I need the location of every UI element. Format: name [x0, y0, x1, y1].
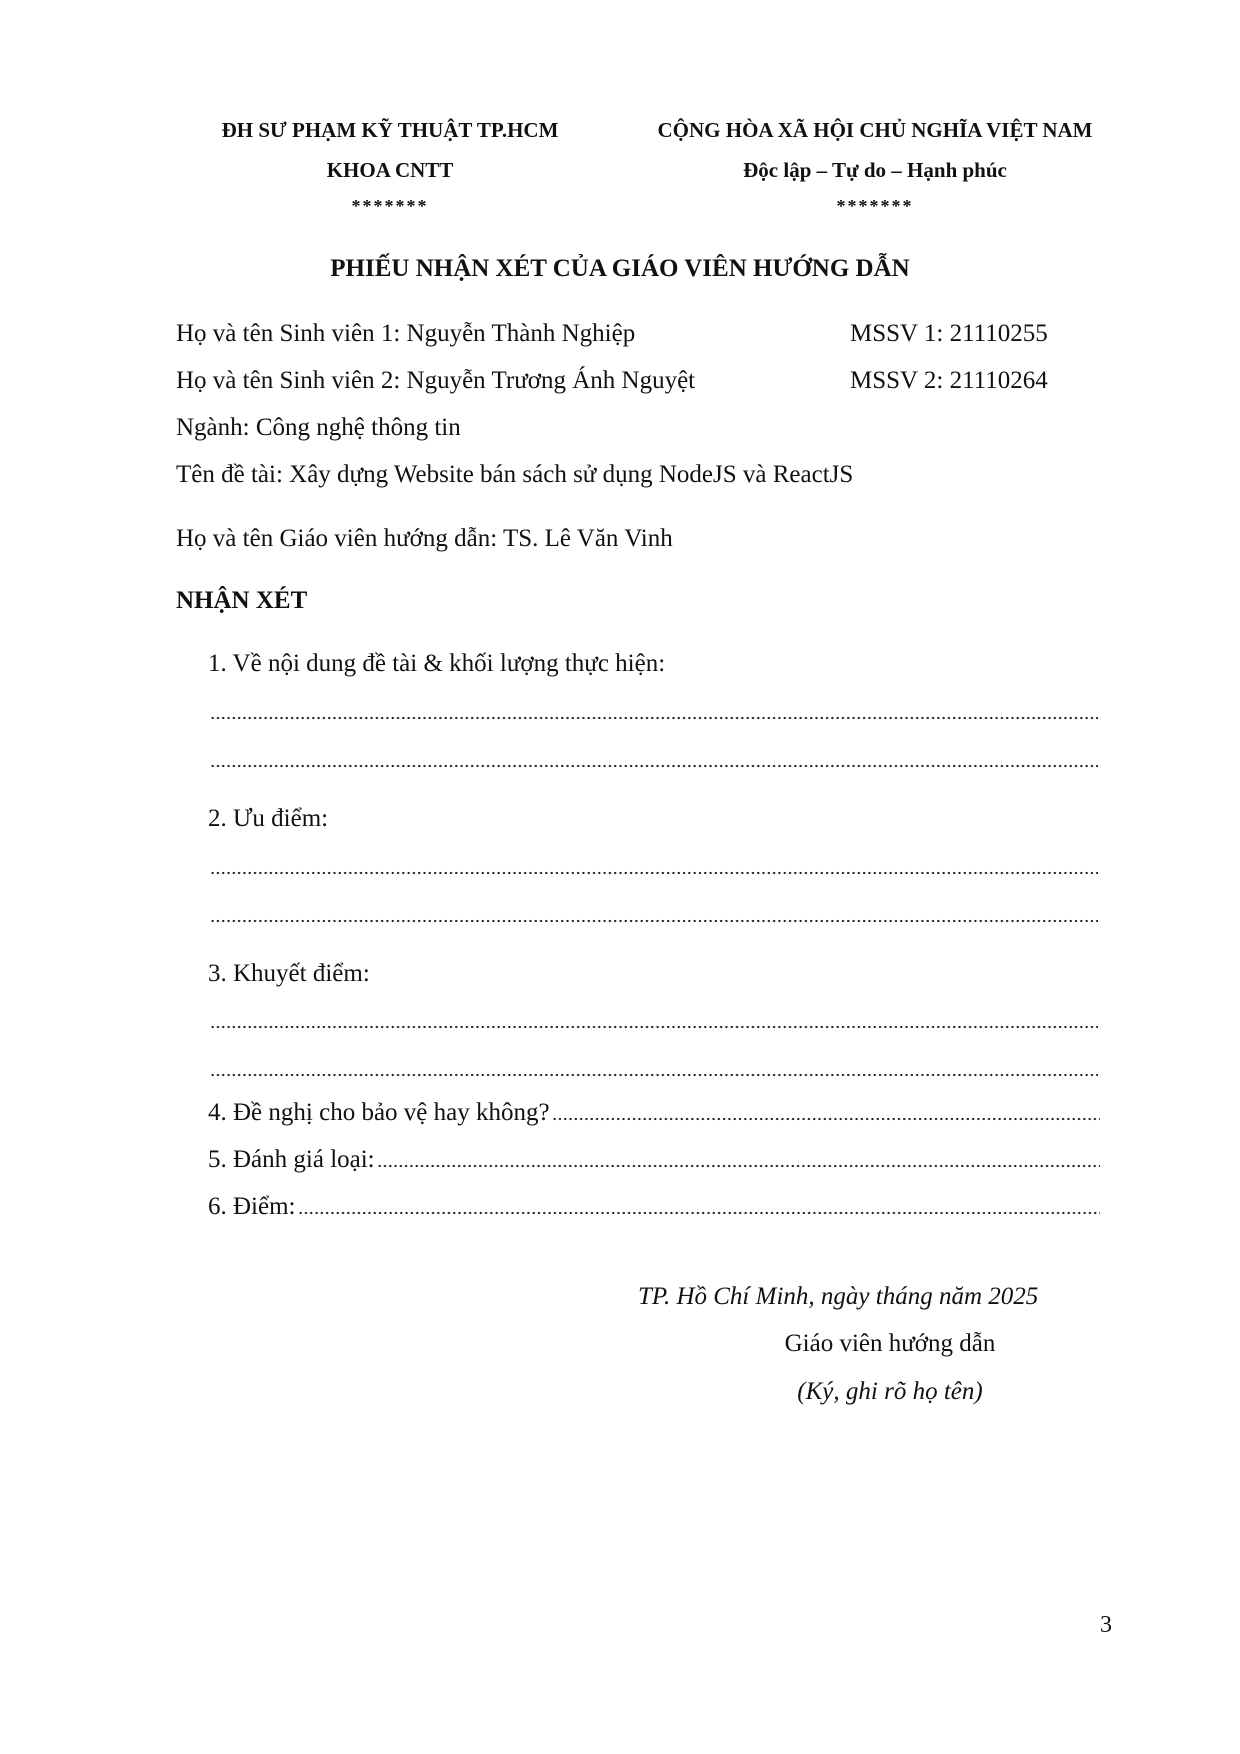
- student1-id: MSSV 1: 21110255: [850, 320, 1048, 347]
- signature-instruction: (Ký, ghi rõ họ tên): [797, 1378, 983, 1405]
- grade-classification-label: 5. Đánh giá loại:: [208, 1146, 375, 1173]
- faculty-name: KHOA CNTT: [326, 158, 454, 182]
- answer-dotted-line[interactable]: [377, 1164, 1100, 1168]
- answer-dotted-line[interactable]: [210, 871, 1098, 875]
- place-and-date: TP. Hồ Chí Minh, ngày tháng năm 2025: [638, 1283, 1039, 1310]
- university-name: ĐH SƯ PHẠM KỸ THUẬT TP.HCM: [221, 118, 559, 142]
- answer-dotted-line[interactable]: [298, 1211, 1101, 1215]
- student2-id: MSSV 2: 21110264: [850, 367, 1048, 394]
- signer-role: Giáo viên hướng dẫn: [784, 1330, 996, 1357]
- answer-dotted-line[interactable]: [210, 919, 1098, 923]
- score-row: [208, 1193, 1100, 1221]
- left-stars-divider: *******: [351, 196, 429, 216]
- answer-dotted-line[interactable]: [210, 764, 1098, 768]
- answer-dotted-line[interactable]: [210, 716, 1098, 720]
- student1-name: Họ và tên Sinh viên 1: Nguyễn Thành Nghiệp: [176, 320, 636, 347]
- grade-classification-row: [208, 1146, 1100, 1174]
- comments-heading: NHẬN XÉT: [176, 587, 308, 614]
- national-motto: Độc lập – Tự do – Hạnh phúc: [743, 158, 1007, 182]
- form-title: PHIẾU NHẬN XÉT CỦA GIÁO VIÊN HƯỚNG DẪN: [330, 255, 910, 282]
- answer-dotted-line[interactable]: [210, 1025, 1098, 1029]
- student2-name: Họ và tên Sinh viên 2: Nguyễn Trương Ánh Nguyệt: [176, 367, 696, 394]
- comment-item-content: 1. Về nội dung đề tài & khối lượng thực hiện:: [208, 650, 666, 677]
- page-number: 3: [1100, 1612, 1112, 1638]
- comment-item-strengths: 2. Ưu điểm:: [208, 805, 329, 832]
- topic-line: Tên đề tài: Xây dựng Website bán sách sử dụng NodeJS và ReactJS: [176, 461, 854, 488]
- comment-item-weaknesses: 3. Khuyết điểm:: [208, 960, 370, 987]
- major-line: Ngành: Công nghệ thông tin: [176, 414, 461, 441]
- answer-dotted-line[interactable]: [552, 1117, 1100, 1121]
- score-label: 6. Điểm:: [208, 1193, 296, 1220]
- right-stars-divider: *******: [836, 196, 914, 216]
- defense-recommendation-row: [208, 1099, 1100, 1127]
- advisor-line: Họ và tên Giáo viên hướng dẫn: TS. Lê Văn Vinh: [176, 525, 673, 552]
- answer-dotted-line[interactable]: [210, 1073, 1098, 1077]
- defense-recommendation-label: 4. Đề nghị cho bảo vệ hay không?: [208, 1099, 550, 1126]
- national-title: CỘNG HÒA XÃ HỘI CHỦ NGHĨA VIỆT NAM: [657, 118, 1093, 142]
